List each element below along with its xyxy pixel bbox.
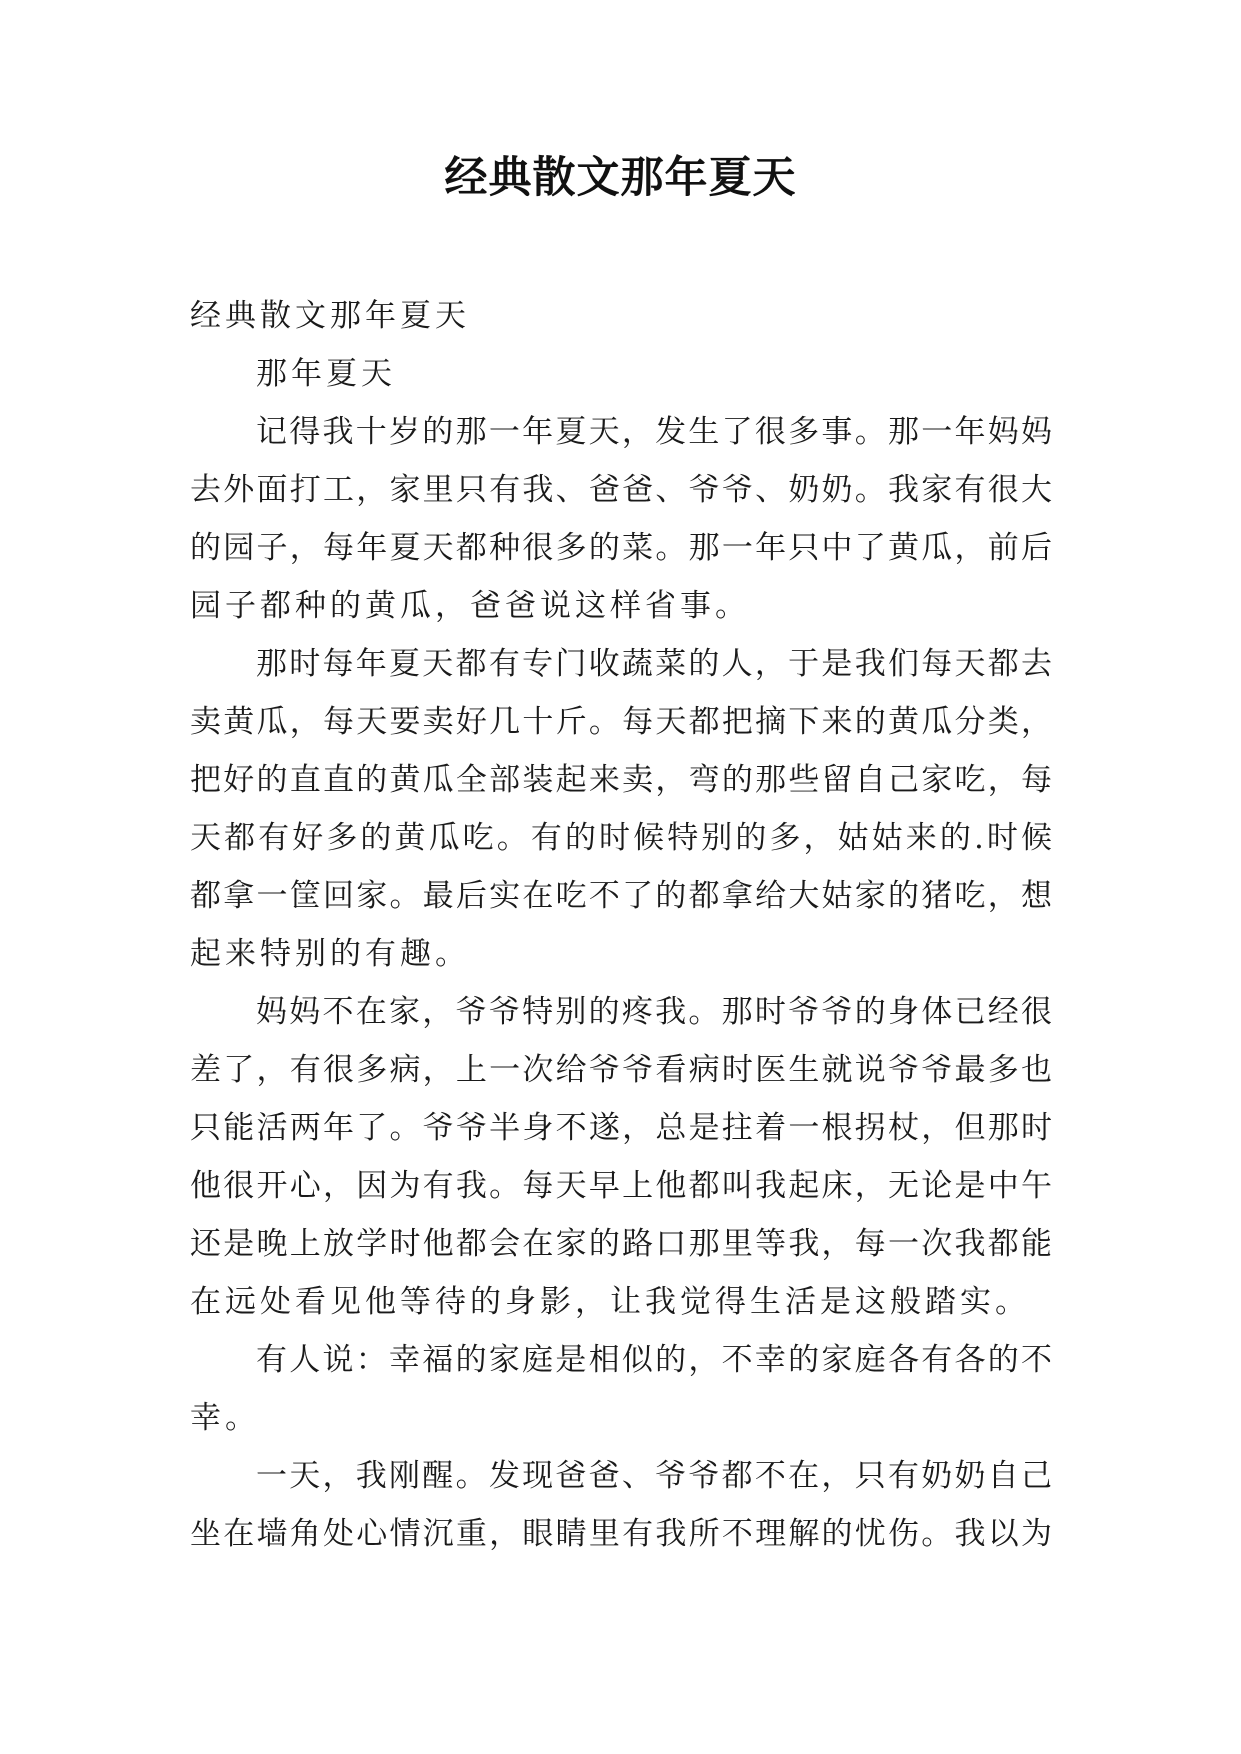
text-line: 在远处看见他等待的身影，让我觉得生活是这般踏实。 (190, 1284, 1030, 1320)
text-line: 幸。 (190, 1400, 260, 1436)
text-line: 记得我十岁的那一年夏天，发生了很多事。那一年妈妈 (256, 414, 1052, 450)
text-line: 园子都种的黄瓜，爸爸说这样省事。 (190, 588, 750, 624)
text-line: 经典散文那年夏天 (190, 298, 470, 334)
text-line: 他很开心，因为有我。每天早上他都叫我起床，无论是中午 (190, 1168, 1052, 1204)
document-body (190, 287, 1052, 1563)
text-line: 那时每年夏天都有专门收蔬菜的人，于是我们每天都去 (256, 646, 1052, 682)
text-line: 天都有好多的黄瓜吃。有的时候特别的多，姑姑来的.时候 (190, 820, 1052, 856)
text-line: 起来特别的有趣。 (190, 936, 470, 972)
text-line: 坐在墙角处心情沉重，眼睛里有我所不理解的忧伤。我以为 (190, 1516, 1052, 1552)
document-title: 经典散文那年夏天 (444, 153, 797, 203)
text-line: 有人说：幸福的家庭是相似的，不幸的家庭各有各的不 (256, 1342, 1052, 1378)
text-line: 只能活两年了。爷爷半身不遂，总是拄着一根拐杖，但那时 (190, 1110, 1052, 1146)
text-line: 把好的直直的黄瓜全部装起来卖，弯的那些留自己家吃，每 (190, 762, 1052, 798)
text-line: 的园子，每年夏天都种很多的菜。那一年只中了黄瓜，前后 (190, 530, 1052, 566)
text-line: 那年夏天 (256, 356, 396, 392)
text-line: 都拿一筐回家。最后实在吃不了的都拿给大姑家的猪吃，想 (190, 878, 1052, 914)
text-line: 一天，我刚醒。发现爸爸、爷爷都不在，只有奶奶自己 (256, 1458, 1052, 1494)
text-line: 妈妈不在家，爷爷特别的疼我。那时爷爷的身体已经很 (256, 994, 1052, 1030)
text-line: 还是晚上放学时他都会在家的路口那里等我，每一次我都能 (190, 1226, 1052, 1262)
text-line: 差了，有很多病，上一次给爷爷看病时医生就说爷爷最多也 (190, 1052, 1052, 1088)
text-line: 卖黄瓜，每天要卖好几十斤。每天都把摘下来的黄瓜分类， (190, 704, 1052, 740)
text-line: 去外面打工，家里只有我、爸爸、爷爷、奶奶。我家有很大 (190, 472, 1052, 508)
